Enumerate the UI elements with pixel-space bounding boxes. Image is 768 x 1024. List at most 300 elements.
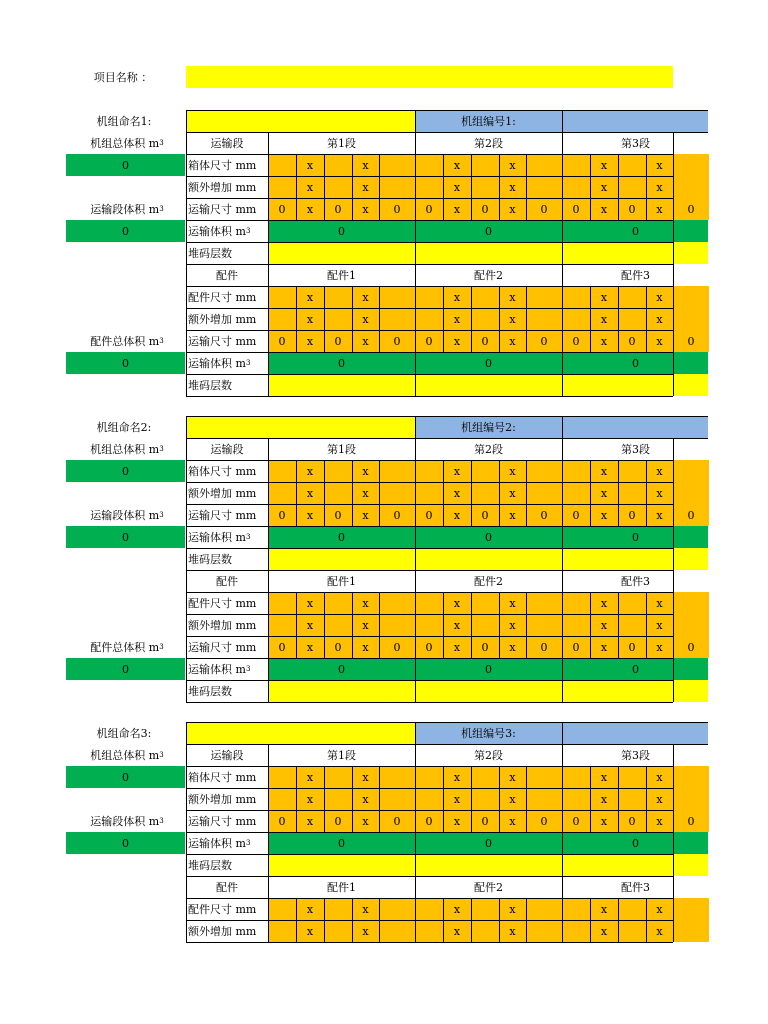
x-separator: x: [453, 202, 461, 216]
dimension-value: 0: [425, 640, 433, 654]
extra-add-cells[interactable]: [562, 482, 709, 504]
dimension-value: 0: [278, 640, 286, 654]
part-stack-layers-label: 堆码层数: [188, 379, 232, 392]
x-separator: x: [656, 902, 663, 916]
transport-size-label: 运输尺寸 mm: [188, 509, 257, 522]
grid-line: [186, 460, 673, 461]
x-separator: x: [362, 202, 369, 216]
dimension-value: 0: [628, 508, 636, 522]
section-header: 第2段: [474, 749, 503, 762]
part-header: 配件1: [327, 269, 356, 282]
dimension-value: 0: [481, 202, 489, 216]
dimension-value: 0: [425, 508, 433, 522]
unit-total-volume-value: 0: [122, 158, 129, 172]
part-size-cells[interactable]: [415, 592, 562, 614]
grid-line: [186, 176, 673, 177]
grid-line: [415, 722, 416, 942]
grid-line: [471, 330, 472, 352]
unit-total-volume-label: 机组总体积 m 3: [90, 137, 164, 150]
stack-layers-input[interactable]: [268, 548, 708, 570]
grid-line: [499, 788, 500, 810]
part-header: 配件2: [474, 575, 503, 588]
grid-line: [379, 286, 380, 308]
grid-line: [352, 330, 353, 352]
extra-add-cells[interactable]: [268, 176, 415, 198]
x-separator: x: [656, 814, 663, 828]
grid-line: [379, 198, 380, 220]
grid-line: [499, 154, 500, 176]
grid-line: [526, 504, 527, 526]
x-separator: x: [600, 290, 608, 304]
dimension-value: 0: [481, 334, 489, 348]
grid-line: [186, 374, 673, 375]
x-separator: x: [600, 158, 608, 172]
part-size-cells[interactable]: [268, 592, 415, 614]
x-separator: x: [509, 290, 516, 304]
x-separator: x: [306, 508, 314, 522]
dimension-value: 0: [278, 814, 286, 828]
box-size-label: 箱体尺寸 mm: [188, 771, 257, 784]
project-name-label: 项目名称 ：: [93, 71, 153, 84]
grid-line: [324, 286, 325, 308]
extra-add-cells[interactable]: [268, 482, 415, 504]
unit-name-input[interactable]: [186, 110, 415, 132]
dimension-value: 0: [687, 508, 695, 522]
grid-line: [618, 154, 619, 176]
part-size-label: 配件尺寸 mm: [188, 903, 257, 916]
grid-line: [415, 416, 416, 702]
grid-line: [352, 766, 353, 788]
x-separator: x: [600, 596, 608, 610]
grid-line: [499, 198, 500, 220]
grid-line: [471, 898, 472, 920]
grid-line: [499, 636, 500, 658]
grid-line: [186, 264, 673, 265]
grid-line: [590, 788, 591, 810]
stack-layers-label: 堆码层数: [188, 859, 232, 872]
x-separator: x: [600, 202, 608, 216]
grid-line: [618, 460, 619, 482]
grid-line: [186, 680, 673, 681]
grid-line: [526, 636, 527, 658]
grid-line: [324, 614, 325, 636]
grid-line: [499, 460, 500, 482]
x-separator: x: [306, 792, 314, 806]
unit-code-label: 机组编号1:: [461, 115, 516, 128]
grid-line: [443, 592, 444, 614]
grid-line: [646, 308, 647, 330]
x-separator: x: [362, 290, 369, 304]
part-size-cells[interactable]: [562, 898, 709, 920]
grid-line: [186, 482, 673, 483]
grid-line: [618, 788, 619, 810]
grid-line: [379, 154, 380, 176]
part-stack-layers-label: 堆码层数: [188, 685, 232, 698]
grid-line: [296, 810, 297, 832]
grid-line: [562, 110, 563, 396]
grid-line: [352, 154, 353, 176]
grid-line: [526, 286, 527, 308]
extra-add-label: 额外增加 mm: [188, 487, 257, 500]
x-separator: x: [656, 464, 663, 478]
transport-volume-value: 0: [632, 224, 639, 238]
parts-total-volume-value: 0: [122, 356, 129, 370]
x-separator: x: [600, 312, 608, 326]
grid-line: [646, 614, 647, 636]
x-separator: x: [656, 618, 663, 632]
dimension-value: 0: [481, 640, 489, 654]
grid-line: [324, 330, 325, 352]
unit-code-input[interactable]: [562, 722, 708, 744]
part-extra-cells[interactable]: [415, 614, 562, 636]
grid-line: [186, 788, 673, 789]
x-separator: x: [362, 596, 369, 610]
unit-code-input[interactable]: [562, 416, 708, 438]
dimension-value: 0: [572, 508, 580, 522]
part-stack-layers-input[interactable]: [268, 680, 708, 702]
section-volume-value: 0: [122, 530, 129, 544]
grid-line: [352, 286, 353, 308]
grid-line: [296, 898, 297, 920]
part-size-cells[interactable]: [562, 286, 709, 308]
grid-line: [443, 460, 444, 482]
grid-line: [296, 286, 297, 308]
x-separator: x: [600, 180, 608, 194]
section-header: 第1段: [327, 443, 356, 456]
x-separator: x: [453, 770, 461, 784]
x-separator: x: [362, 902, 369, 916]
dimension-value: 0: [628, 202, 636, 216]
grid-line: [471, 504, 472, 526]
x-separator: x: [656, 486, 663, 500]
grid-line: [471, 810, 472, 832]
grid-line: [618, 330, 619, 352]
unit-code-label: 机组编号3:: [461, 727, 516, 740]
grid-line: [471, 788, 472, 810]
grid-line: [443, 154, 444, 176]
part-stack-layers-input[interactable]: [268, 374, 708, 396]
grid-line: [324, 504, 325, 526]
x-separator: x: [600, 770, 608, 784]
grid-line: [296, 592, 297, 614]
dimension-value: 0: [572, 202, 580, 216]
x-separator: x: [306, 640, 314, 654]
grid-line: [186, 722, 187, 942]
part-header: 配件3: [621, 575, 650, 588]
x-separator: x: [656, 202, 663, 216]
grid-line: [379, 176, 380, 198]
grid-line: [443, 308, 444, 330]
x-separator: x: [509, 334, 516, 348]
x-separator: x: [509, 792, 516, 806]
grid-line: [646, 504, 647, 526]
transport-volume-label: 运输体积 m 3: [188, 837, 251, 850]
dimension-value: 0: [334, 334, 342, 348]
section-header: 第1段: [327, 137, 356, 150]
grid-line: [618, 636, 619, 658]
part-extra-label: 额外增加 mm: [188, 619, 257, 632]
grid-line: [590, 176, 591, 198]
x-separator: x: [453, 640, 461, 654]
part-extra-label: 额外增加 mm: [188, 313, 257, 326]
x-separator: x: [306, 464, 314, 478]
unit-code-input[interactable]: [562, 110, 708, 132]
x-separator: x: [509, 770, 516, 784]
grid-line: [296, 636, 297, 658]
grid-line: [268, 744, 269, 942]
dimension-value: 0: [540, 202, 548, 216]
grid-line: [352, 198, 353, 220]
part-extra-cells[interactable]: [268, 920, 415, 942]
box-size-cells[interactable]: [268, 154, 415, 176]
grid-line: [590, 482, 591, 504]
extra-add-cells[interactable]: [415, 176, 562, 198]
parts-total-volume-value: 0: [122, 662, 129, 676]
part-header: 配件1: [327, 575, 356, 588]
transport-section-header: 运输段: [210, 749, 244, 762]
grid-line: [186, 592, 673, 593]
dimension-value: 0: [393, 334, 401, 348]
box-size-cells[interactable]: [562, 766, 709, 788]
grid-line: [471, 460, 472, 482]
x-separator: x: [509, 202, 516, 216]
grid-line: [646, 810, 647, 832]
grid-line: [590, 330, 591, 352]
grid-line: [471, 308, 472, 330]
dimension-value: 0: [540, 334, 548, 348]
grid-line: [186, 330, 673, 331]
dimension-value: 0: [425, 202, 433, 216]
grid-line: [526, 176, 527, 198]
grid-line: [443, 330, 444, 352]
grid-line: [379, 308, 380, 330]
grid-line: [590, 504, 591, 526]
grid-line: [646, 198, 647, 220]
x-separator: x: [656, 334, 663, 348]
grid-line: [618, 176, 619, 198]
grid-line: [186, 416, 187, 702]
x-separator: x: [362, 158, 369, 172]
grid-line: [379, 636, 380, 658]
stack-layers-input[interactable]: [268, 854, 708, 876]
grid-line: [186, 832, 673, 833]
x-separator: x: [600, 464, 608, 478]
parts-header: 配件: [216, 269, 238, 282]
dimension-value: 0: [572, 334, 580, 348]
x-separator: x: [600, 486, 608, 500]
grid-line: [379, 898, 380, 920]
transport-volume-value: 0: [632, 530, 639, 544]
grid-line: [352, 482, 353, 504]
grid-line: [186, 876, 673, 877]
x-separator: x: [362, 770, 369, 784]
section-volume-value: 0: [122, 836, 129, 850]
dimension-value: 0: [628, 640, 636, 654]
grid-line: [618, 286, 619, 308]
x-separator: x: [656, 290, 663, 304]
grid-line: [296, 460, 297, 482]
section-header: 第1段: [327, 749, 356, 762]
dimension-value: 0: [334, 508, 342, 522]
box-size-label: 箱体尺寸 mm: [188, 159, 257, 172]
grid-line: [379, 482, 380, 504]
grid-line: [443, 614, 444, 636]
box-size-cells[interactable]: [415, 154, 562, 176]
grid-line: [646, 920, 647, 942]
grid-line: [499, 286, 500, 308]
grid-line: [186, 242, 673, 243]
grid-line: [443, 810, 444, 832]
transport-volume-label: 运输体积 m 3: [188, 531, 251, 544]
box-size-cells[interactable]: [562, 460, 709, 482]
grid-line: [646, 286, 647, 308]
part-extra-cells[interactable]: [268, 614, 415, 636]
x-separator: x: [600, 902, 608, 916]
part-extra-cells[interactable]: [415, 920, 562, 942]
part-size-cells[interactable]: [268, 898, 415, 920]
dimension-value: 0: [278, 334, 286, 348]
section-header: 第3段: [621, 443, 650, 456]
grid-line: [324, 898, 325, 920]
x-separator: x: [509, 640, 516, 654]
dimension-value: 0: [572, 814, 580, 828]
grid-line: [499, 810, 500, 832]
grid-line: [324, 198, 325, 220]
grid-line: [471, 614, 472, 636]
grid-line: [186, 614, 673, 615]
x-separator: x: [306, 924, 314, 938]
extra-add-cells[interactable]: [268, 788, 415, 810]
grid-line: [526, 198, 527, 220]
x-separator: x: [656, 640, 663, 654]
extra-add-cells[interactable]: [562, 176, 709, 198]
part-size-cells[interactable]: [415, 898, 562, 920]
grid-line: [562, 722, 563, 942]
x-separator: x: [656, 792, 663, 806]
x-separator: x: [362, 508, 369, 522]
unit-total-volume-value: 0: [122, 770, 129, 784]
grid-line: [590, 286, 591, 308]
grid-line: [618, 614, 619, 636]
grid-line: [646, 636, 647, 658]
x-separator: x: [306, 618, 314, 632]
box-size-cells[interactable]: [415, 460, 562, 482]
grid-line: [590, 898, 591, 920]
grid-line: [352, 788, 353, 810]
grid-line: [646, 898, 647, 920]
dimension-value: 0: [572, 640, 580, 654]
x-separator: x: [306, 158, 314, 172]
dimension-value: 0: [393, 640, 401, 654]
part-transport-volume-value: 0: [485, 356, 492, 370]
parts-header: 配件: [216, 575, 238, 588]
grid-line: [562, 438, 708, 439]
extra-add-cells[interactable]: [415, 788, 562, 810]
transport-volume-value: 0: [632, 836, 639, 850]
part-size-cells[interactable]: [562, 592, 709, 614]
grid-line: [186, 110, 187, 396]
transport-volume-value: 0: [485, 224, 492, 238]
stack-layers-label: 堆码层数: [188, 553, 232, 566]
grid-line: [296, 308, 297, 330]
part-size-cells[interactable]: [268, 286, 415, 308]
box-size-cells[interactable]: [268, 766, 415, 788]
part-extra-cells[interactable]: [562, 920, 709, 942]
extra-add-cells[interactable]: [562, 788, 709, 810]
part-transport-volume-label: 运输体积 m 3: [188, 357, 251, 370]
section-volume-label: 运输段体积 m 3: [90, 203, 164, 216]
part-extra-cells[interactable]: [268, 308, 415, 330]
x-separator: x: [362, 792, 369, 806]
grid-line: [471, 482, 472, 504]
part-extra-cells[interactable]: [562, 308, 709, 330]
grid-line: [296, 154, 297, 176]
x-separator: x: [453, 508, 461, 522]
grid-line: [673, 132, 674, 396]
box-size-cells[interactable]: [415, 766, 562, 788]
grid-line: [352, 636, 353, 658]
dimension-value: 0: [687, 202, 695, 216]
parts-total-volume-label: 配件总体积 m 3: [90, 335, 164, 348]
section-header: 第3段: [621, 137, 650, 150]
unit-name-label: 机组命名2:: [96, 421, 152, 434]
grid-line: [415, 110, 416, 396]
x-separator: x: [509, 814, 516, 828]
dimension-value: 0: [628, 814, 636, 828]
x-separator: x: [306, 180, 314, 194]
grid-line: [443, 920, 444, 942]
part-extra-cells[interactable]: [562, 614, 709, 636]
grid-line: [499, 176, 500, 198]
x-separator: x: [656, 508, 663, 522]
section-header: 第2段: [474, 137, 503, 150]
grid-line: [646, 460, 647, 482]
box-size-cells[interactable]: [268, 460, 415, 482]
stack-layers-input[interactable]: [268, 242, 708, 264]
grid-line: [443, 766, 444, 788]
grid-line: [471, 766, 472, 788]
grid-line: [618, 592, 619, 614]
grid-line: [379, 920, 380, 942]
extra-add-cells[interactable]: [415, 482, 562, 504]
grid-line: [526, 460, 527, 482]
grid-line: [186, 352, 673, 353]
grid-line: [352, 810, 353, 832]
part-size-cells[interactable]: [415, 286, 562, 308]
grid-line: [443, 198, 444, 220]
x-separator: x: [600, 508, 608, 522]
grid-line: [443, 788, 444, 810]
x-separator: x: [453, 486, 461, 500]
unit-name-input[interactable]: [186, 416, 415, 438]
unit-name-input[interactable]: [186, 722, 415, 744]
project-name-input[interactable]: [186, 66, 673, 88]
part-header: 配件2: [474, 269, 503, 282]
x-separator: x: [600, 924, 608, 938]
unit-total-volume-label: 机组总体积 m 3: [90, 749, 164, 762]
parts-header: 配件: [216, 881, 238, 894]
grid-line: [646, 482, 647, 504]
grid-line: [499, 592, 500, 614]
grid-line: [590, 592, 591, 614]
grid-line: [296, 614, 297, 636]
x-separator: x: [306, 770, 314, 784]
part-transport-size-label: 运输尺寸 mm: [188, 335, 257, 348]
grid-line: [186, 308, 673, 309]
part-header: 配件3: [621, 881, 650, 894]
part-extra-cells[interactable]: [415, 308, 562, 330]
box-size-cells[interactable]: [562, 154, 709, 176]
